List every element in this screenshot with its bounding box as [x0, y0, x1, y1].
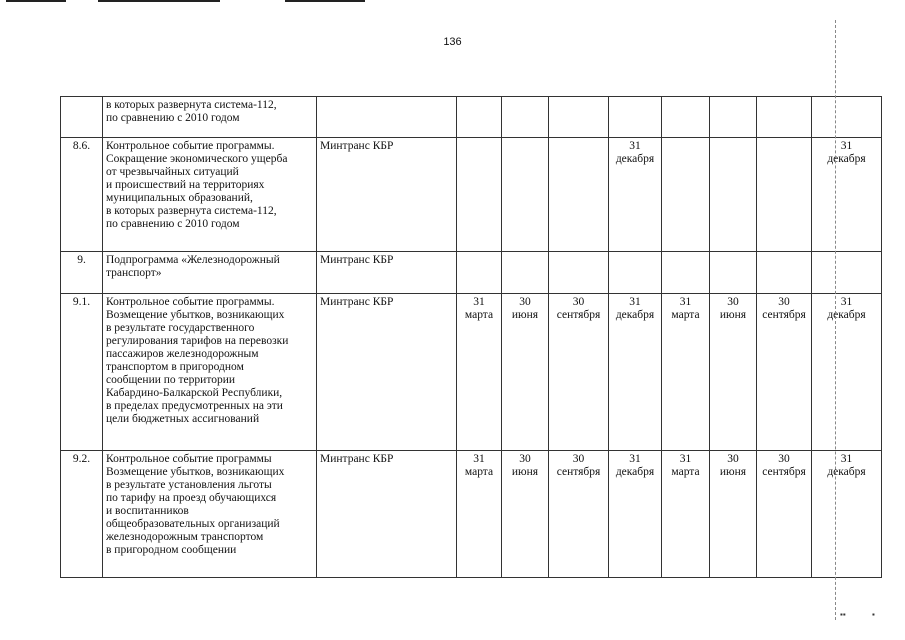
- deadline-cell: 30 июня: [502, 294, 549, 451]
- deadline-cell: 31 марта: [662, 451, 710, 578]
- deadline-cell: [757, 97, 812, 138]
- deadline-cell: [757, 138, 812, 252]
- row-number: 9.1.: [61, 294, 103, 451]
- scan-edge-mark: [6, 0, 66, 2]
- deadline-cell: 31 декабря: [609, 451, 662, 578]
- scan-dash-line: [835, 20, 836, 620]
- deadline-cell: [662, 252, 710, 294]
- deadline-cell: [457, 138, 502, 252]
- deadline-cell: 31 декабря: [812, 451, 882, 578]
- event-name: Контрольное событие программы Возмещение убытков, возникающих в результате установления льготы по тарифу на проезд обучающихся и воспитанников общеобразовательных организаций железнодорожным транспортом в пригородном сообщении: [103, 451, 317, 578]
- executor: Минтранс КБР: [317, 451, 457, 578]
- deadline-cell: 31 марта: [457, 294, 502, 451]
- row-number: 9.: [61, 252, 103, 294]
- deadline-cell: 30 июня: [710, 451, 757, 578]
- deadline-cell: [502, 97, 549, 138]
- table-row: [61, 97, 882, 138]
- scan-edge-mark: [285, 0, 365, 2]
- deadline-cell: [457, 97, 502, 138]
- deadline-cell: 30 сентября: [757, 451, 812, 578]
- deadline-cell: [662, 138, 710, 252]
- deadline-cell: [457, 252, 502, 294]
- event-name: Контрольное событие программы. Сокращение экономического ущерба от чрезвычайных ситуаций и происшествий на территориях муниципальных образований, в которых развернута система-112, по сравнению с 2010 годом: [103, 138, 317, 252]
- scan-artifact-mark: ▪▪: [840, 610, 846, 619]
- executor: Минтранс КБР: [317, 252, 457, 294]
- deadline-cell: 30 июня: [502, 451, 549, 578]
- deadline-cell: [609, 97, 662, 138]
- deadline-cell: [812, 97, 882, 138]
- deadline-cell: [549, 97, 609, 138]
- deadline-cell: [502, 252, 549, 294]
- deadline-cell: 31 марта: [457, 451, 502, 578]
- deadline-cell: 31 декабря: [609, 294, 662, 451]
- deadline-cell: [812, 252, 882, 294]
- plan-table: [60, 96, 882, 578]
- executor: Минтранс КБР: [317, 138, 457, 252]
- row-number: 8.6.: [61, 138, 103, 252]
- event-name: в которых развернута система-112, по сравнению с 2010 годом: [103, 97, 317, 138]
- deadline-cell: [710, 138, 757, 252]
- deadline-cell: [710, 97, 757, 138]
- deadline-cell: 31 декабря: [812, 294, 882, 451]
- deadline-cell: 31 марта: [662, 294, 710, 451]
- executor: Минтранс КБР: [317, 294, 457, 451]
- deadline-cell: [502, 138, 549, 252]
- deadline-cell: [757, 252, 812, 294]
- event-name: Контрольное событие программы. Возмещение убытков, возникающих в результате государственного регулирования тарифов на перевозки пассажиров железнодорожным транспортом в пригородном сообщении по территории Кабардино-Балкарской Республики, в пределах предусмотренных на эти цели бюджетных ассигнований: [103, 294, 317, 451]
- table-row: [61, 451, 882, 578]
- deadline-cell: [549, 138, 609, 252]
- row-number: 9.2.: [61, 451, 103, 578]
- page-number: 136: [443, 36, 462, 48]
- row-number: [61, 97, 103, 138]
- table-row: [61, 252, 882, 294]
- executor: [317, 97, 457, 138]
- deadline-cell: 30 июня: [710, 294, 757, 451]
- deadline-cell: 30 сентября: [549, 294, 609, 451]
- scan-artifact-mark: ▪: [872, 610, 875, 619]
- deadline-cell: [710, 252, 757, 294]
- table-row: [61, 138, 882, 252]
- deadline-cell: [549, 252, 609, 294]
- deadline-cell: 30 сентября: [549, 451, 609, 578]
- deadline-cell: [662, 97, 710, 138]
- deadline-cell: 31 декабря: [812, 138, 882, 252]
- event-name: Подпрограмма «Железнодорожный транспорт»: [103, 252, 317, 294]
- deadline-cell: [609, 252, 662, 294]
- scan-edge-mark: [98, 0, 220, 2]
- table-row: [61, 294, 882, 451]
- deadline-cell: 30 сентября: [757, 294, 812, 451]
- deadline-cell: 31 декабря: [609, 138, 662, 252]
